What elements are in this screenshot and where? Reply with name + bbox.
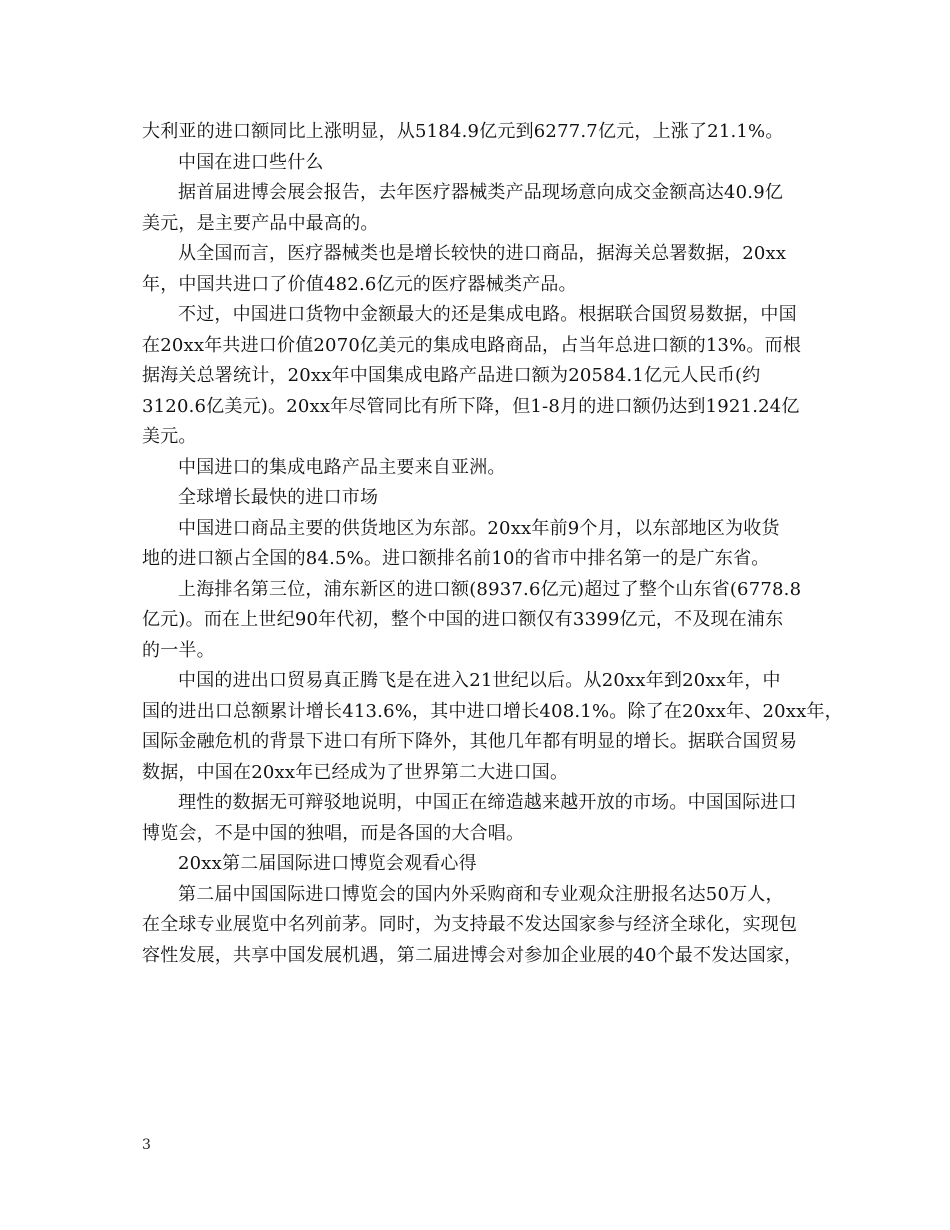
text-line: 大利亚的进口额同比上涨明显，从5184.9亿元到6277.7亿元，上涨了21.1%。 [142, 121, 784, 142]
text-line: 亿元)。而在上世纪90年代初，整个中国的进口额仅有3399亿元，不及现在浦东 [142, 609, 784, 630]
text-line: 博览会，不是中国的独唱，而是各国的大合唱。 [142, 822, 525, 844]
text-line: 美元。 [142, 426, 197, 447]
page-number: 3 [142, 1137, 151, 1153]
text-line: 国际金融危机的背景下进口有所下降外，其他几年都有明显的增长。据联合国贸易 [142, 731, 798, 752]
text-line: 容性发展，共享中国发展机遇，第二届进博会对参加企业展的40个最不发达国家， [142, 944, 803, 966]
text-line: 理性的数据无可辩驳地说明，中国正在缔造越来越开放的市场。中国国际进口 [178, 792, 797, 813]
text-line: 据首届进博会展会报告，去年医疗器械类产品现场意向成交金额高达40.9亿 [178, 182, 784, 203]
text-line: 中国进口的集成电路产品主要来自亚洲。 [178, 456, 506, 478]
text-line: 上海排名第三位，浦东新区的进口额(8937.6亿元)超过了整个山东省(6778.8 [178, 578, 802, 600]
text-line: 地的进口额占全国的84.5%。进口额排名前10的省市中排名第一的是广东省。 [142, 548, 770, 569]
text-line: 从全国而言，医疗器械类也是增长较快的进口商品，据海关总署数据，20xx [178, 243, 787, 264]
text-line: 据海关总署统计，20xx年中国集成电路产品进口额为20584.1亿元人民币(约 [142, 365, 761, 386]
text-line: 在20xx年共进口价值2070亿美元的集成电路商品，占当年总进口额的13%。而根 [142, 334, 802, 356]
text-line: 在全球专业展览中名列前茅。同时，为支持最不发达国家参与经济全球化，实现包 [142, 914, 798, 935]
text-line: 不过，中国进口货物中金额最大的还是集成电路。根据联合国贸易数据，中国 [178, 304, 797, 325]
text-line: 的一半。 [142, 639, 215, 661]
text-line: 中国的进出口贸易真正腾飞是在进入21世纪以后。从20xx年到20xx年，中 [178, 670, 781, 691]
text-line: 数据，中国在20xx年已经成为了世界第二大进口国。 [142, 761, 569, 783]
text-line: 中国在进口些什么 [178, 151, 324, 173]
text-line: 全球增长最快的进口市场 [178, 487, 379, 508]
text-line: 20xx第二届国际进口博览会观看心得 [178, 853, 477, 874]
text-line: 国的进出口总额累计增长413.6%，其中进口增长408.1%。除了在20xx年、20xx年， [142, 700, 843, 722]
text-line: 中国进口商品主要的供货地区为东部。20xx年前9个月，以东部地区为收货 [178, 517, 780, 539]
text-line: 年，中国共进口了价值482.6亿元的医疗器械类产品。 [142, 273, 577, 295]
document-body [142, 117, 843, 971]
text-line: 美元，是主要产品中最高的。 [142, 212, 379, 234]
text-line: 第二届中国国际进口博览会的国内外采购商和专业观众注册报名达50万人， [178, 883, 784, 905]
text-line: 3120.6亿美元)。20xx年尽管同比有所下降，但1-8月的进口额仍达到1921.24亿 [142, 395, 800, 417]
